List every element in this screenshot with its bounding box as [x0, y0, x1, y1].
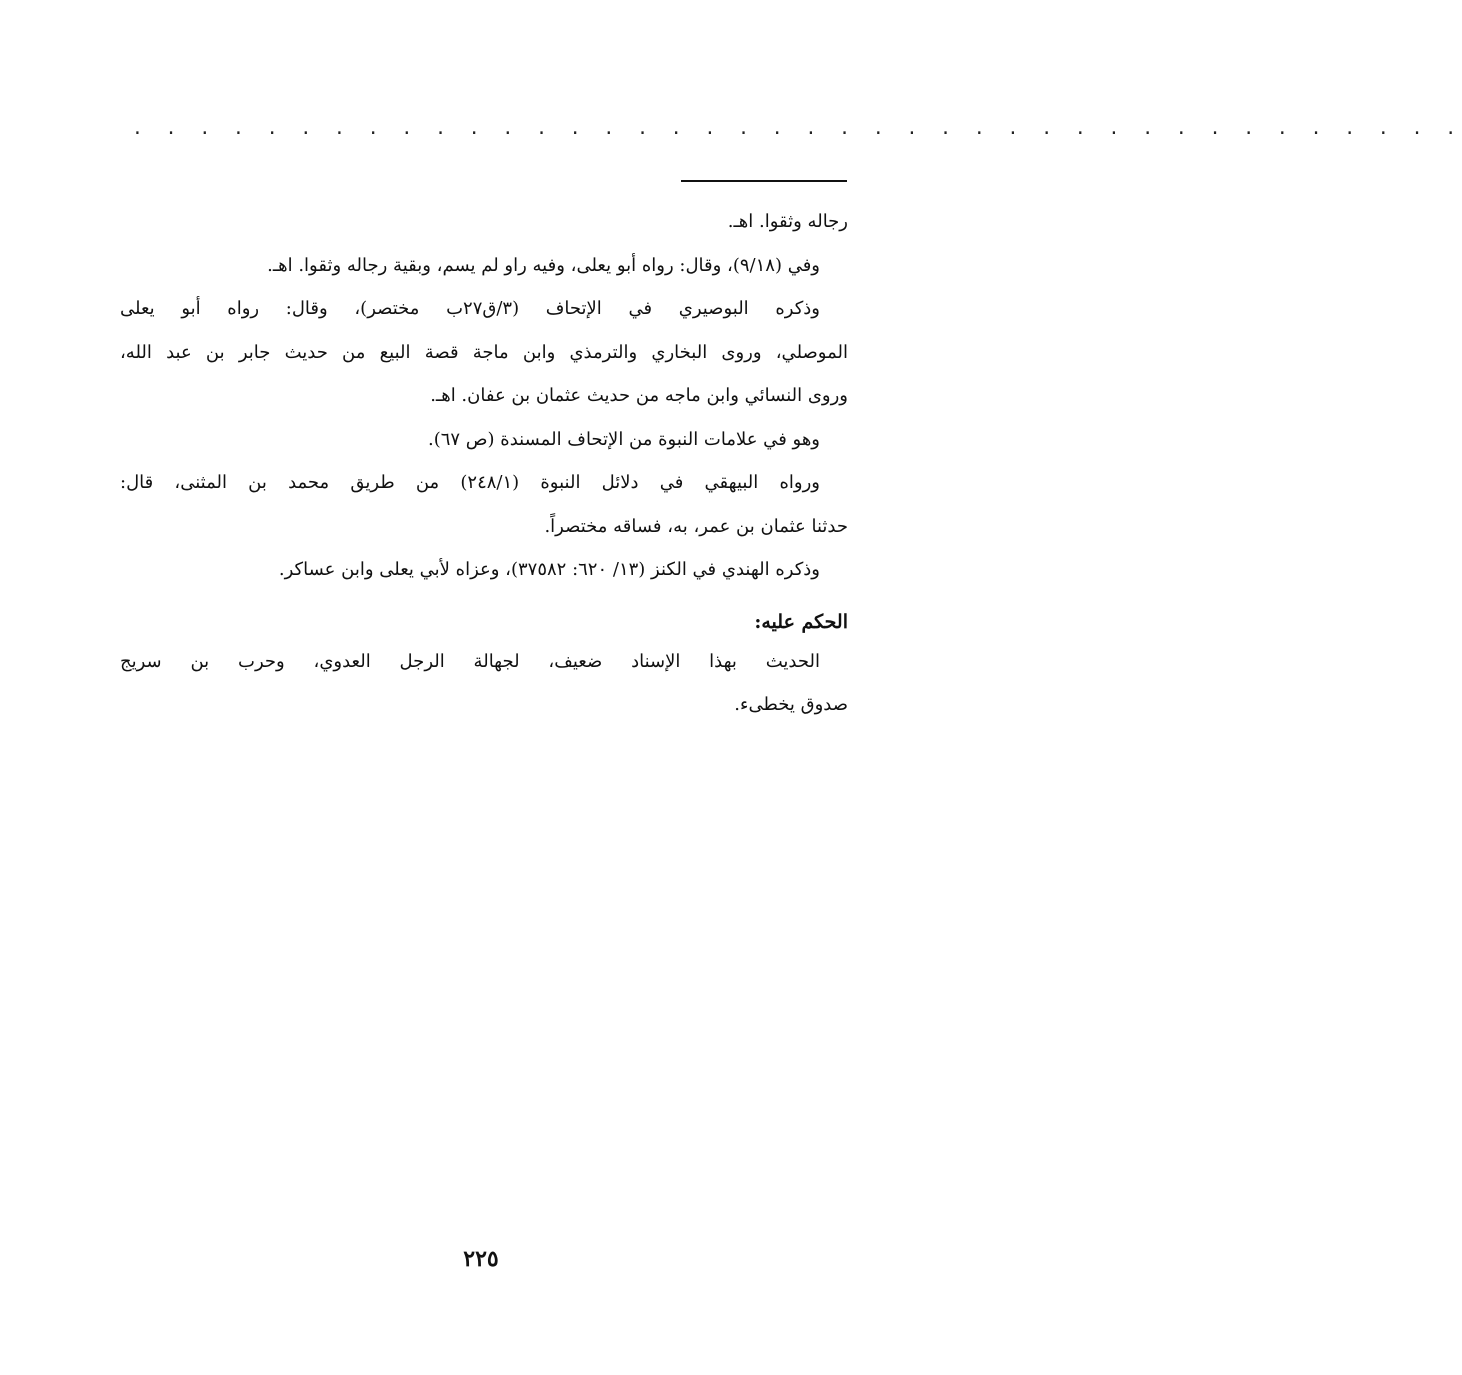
dotted-separator: . . . . . . . . . . . . . . . . . . . . . . . . . . . . . . . . . . . . . . . . [132, 118, 1462, 139]
ruling-line: الحديث بهذا الإسناد ضعيف، لجهالة الرجل العدوي، وحرب بن سريج [120, 650, 820, 672]
text-line: وهو في علامات النبوة من الإتحاف المسندة (ص ٦٧). [427, 428, 820, 450]
text-line: حدثنا عثمان بن عمر، به، فساقه مختصراً. [544, 515, 848, 537]
ruling-heading: الحكم عليه: [754, 610, 848, 633]
text-line: وروى النسائي وابن ماجه من حديث عثمان بن عفان. اهـ. [430, 385, 848, 406]
page-body [120, 200, 848, 727]
text-line: رجاله وثقوا. اهـ. [727, 211, 848, 232]
page-number: ٢٢٥ [463, 1246, 499, 1272]
text-line: وذكره البوصيري في الإتحاف (٣/ق٢٧ب مختصر)، وقال: رواه أبو يعلى [120, 298, 820, 319]
text-line: وذكره الهندي في الكنز (١٣/ ٦٢٠: ٣٧٥٨٢)، وعزاه لأبي يعلى وابن عساكر. [278, 559, 820, 580]
footnote-rule [681, 180, 847, 182]
text-line: الموصلي، وروى البخاري والترمذي وابن ماجة قصة البيع من حديث جابر بن عبد الله، [120, 341, 848, 363]
text-line: ورواه البيهقي في دلائل النبوة (٢٤٨/١) من طريق محمد بن المثنى، قال: [120, 472, 820, 493]
ruling-line: صدوق يخطىء. [734, 694, 848, 715]
text-line: وفي (٩/١٨)، وقال: رواه أبو يعلى، وفيه راو لم يسم، وبقية رجاله وثقوا. اهـ. [267, 254, 820, 276]
